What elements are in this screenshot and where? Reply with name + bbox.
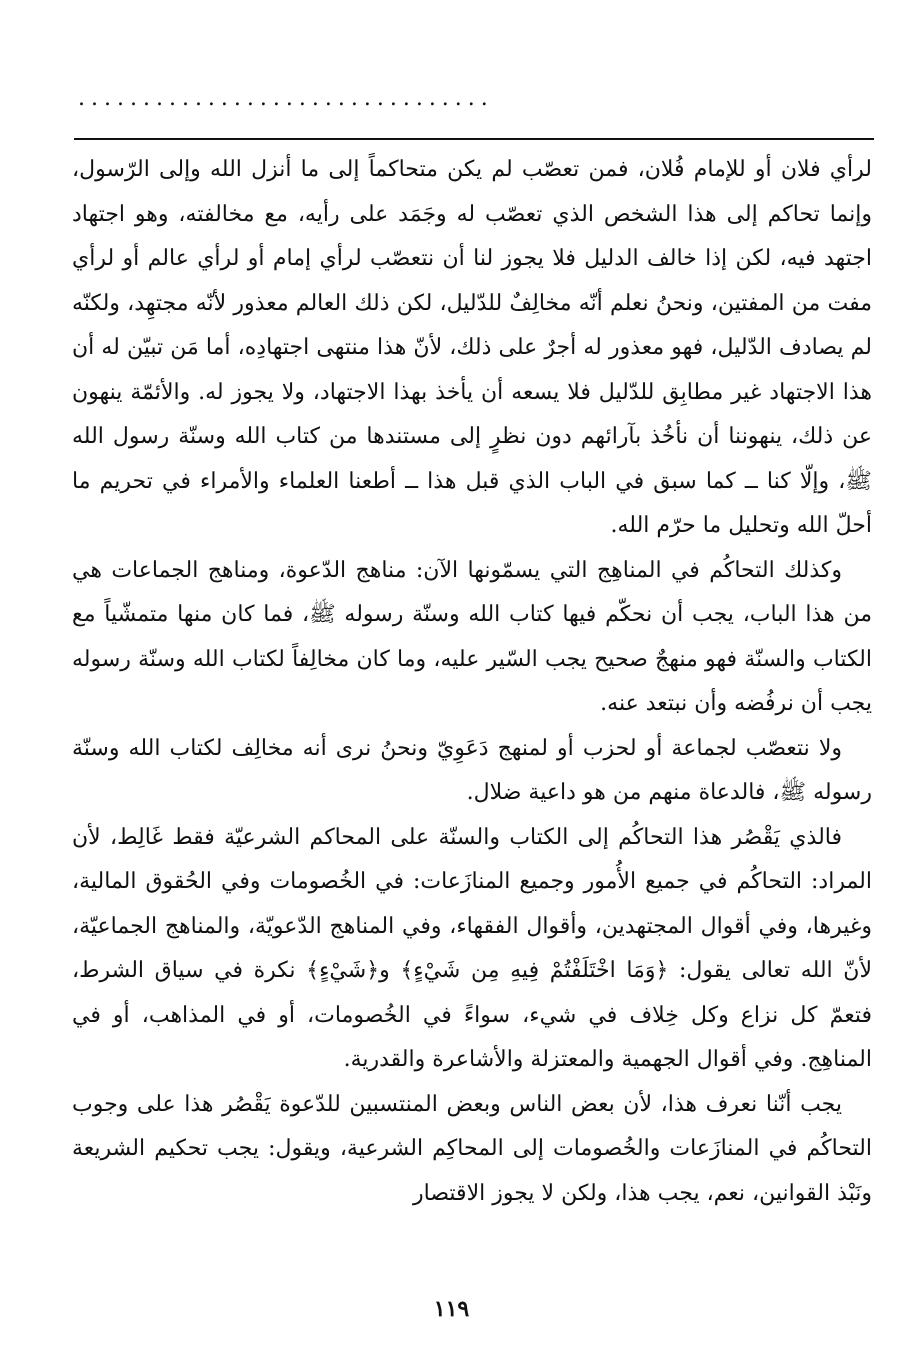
paragraph-4: فالذي يَقْصُر هذا التحاكُم إلى الكتاب والسنّة على المحاكم الشرعيّة فقط غَالِط، لأن المراد: التحاكُم في جميع الأُمور وجميع المنازَعات: في الخُصومات وفي الحُقوق المالية، وغيرها، وفي أقوال المجتهدين، وأقوال الفقهاء، وفي المناهج الدّعويّة، والمناهج الجماعيّة، لأنّ الله تعالى يقول: ﴿وَمَا اخْتَلَفْتُمْ فِيهِ مِن شَيْءٍ﴾ و﴿شَيْءٍ﴾ نكرة في سياق الشرط، فتعمّ كل نزاع وكل خِلاف في شيء، سواءً في الخُصومات، أو في المذاهب، أو في المناهِج. وفي أقوال الجهمية والمعتزلة والأشاعرة والقدرية. [72,824,872,1072]
header-rule [74,138,874,140]
page-number: ١١٩ [433,1296,470,1322]
paragraph-2: وكذلك التحاكُم في المناهِج التي يسمّونها الآن: مناهج الدّعوة، ومناهج الجماعات هي من هذا الباب، يجب أن نحكّم فيها كتاب الله وسنّة رسوله ﷺ، فما كان منها متمشّياً مع الكتاب والسنّة فهو منهجٌ صحيح يجب السّير عليه، وما كان مخالِفاً لكتاب الله وسنّة رسوله يجب أن نرفُضه وأن نبتعد عنه. [72,557,872,716]
paragraph-3: ولا نتعصّب لجماعة أو لحزب أو لمنهج دَعَوِيّ ونحنُ نرى أنه مخالِف لكتاب الله وسنّة رسوله ﷺ، فالدعاة منهم من هو داعية ضلال. [72,735,872,805]
body-text [72,148,872,1216]
paragraph-5: يجب أنّنا نعرف هذا، لأن بعض الناس وبعض المنتسبين للدّعوة يَقْصُر هذا على وجوب التحاكُم في المنازَعات والخُصومات إلى المحاكِم الشرعية، ويقول: يجب تحكيم الشريعة ونَبْذ القوانين، نعم، يجب هذا، ولكن لا يجوز الاقتصار [72,1091,872,1206]
header-dotted-line: ................................ [78,86,494,111]
paragraph-1: لرأي فلان أو للإمام فُلان، فمن تعصّب لم يكن متحاكماً إلى ما أنزل الله وإلى الرّسول، وإنما تحاكم إلى هذا الشخص الذي تعصّب له وجَمَد على رأيه، مع مخالفته، وهو اجتهاد اجتهد فيه، لكن إذا خالف الدليل فلا يجوز لنا أن نتعصّب لرأي إمام أو لرأي عالم أو لرأي مفت من المفتين، ونحنُ نعلم أنّه مخالِفٌ للدّليل، لكن ذلك العالم معذور لأنّه مجتهِد، ولكنّه لم يصادف الدّليل، فهو معذور له أجرٌ على ذلك، لأنّ هذا منتهى اجتهادِه، أما مَن تبيّن له أن هذا الاجتهاد غير مطابِق للدّليل فلا يسعه أن يأخذ بهذا الاجتهاد، ولا يجوز له. والأئمّة ينهون عن ذلك، ينهوننا أن نأخُذ بآرائهم دون نظرٍ إلى مستندها من كتاب الله وسنّة رسول الله ﷺ، وإلّا كنا ــ كما سبق في الباب الذي قبل هذا ــ أطعنا العلماء والأمراء في تحريم ما أحلّ الله وتحليل ما حرّم الله. [72,157,872,538]
